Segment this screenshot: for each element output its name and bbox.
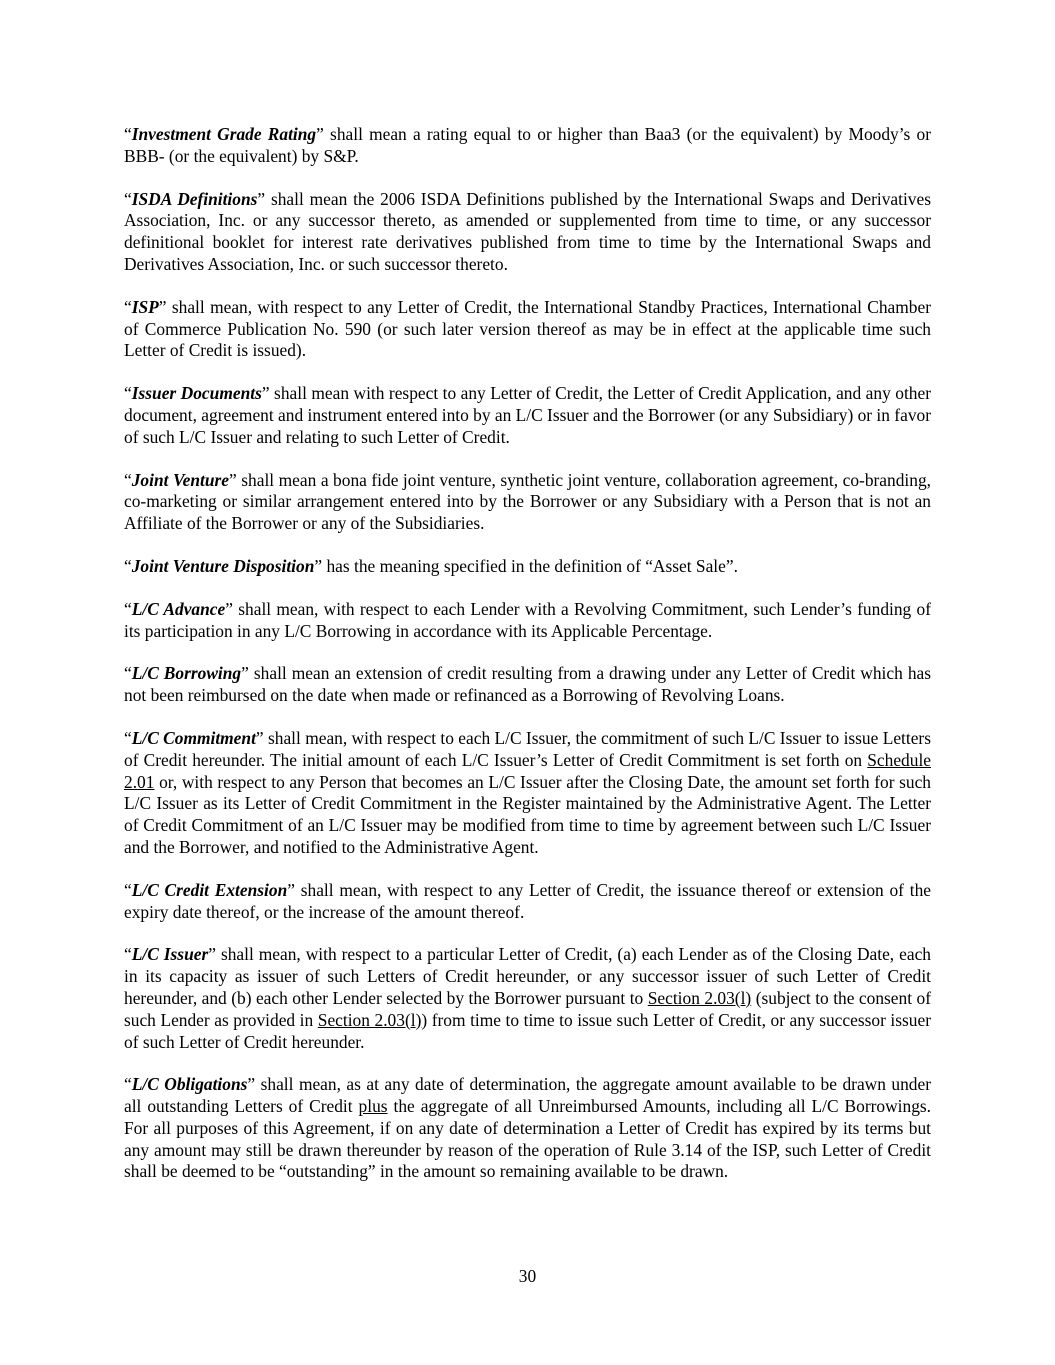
defined-term: L/C Borrowing <box>131 663 242 684</box>
section-2-03-l-reference: Section 2.03(l) <box>647 987 752 1008</box>
definition-joint-venture: “Joint Venture” shall mean a bona fide joint venture, synthetic joint venture, collaboration agreement, co-branding, co-marketing or similar arrangement entered into by the Borrower or any Subsidiary with a Person that is not an Affiliate of the Borrower or any of the Subsidiaries. <box>124 469 931 534</box>
page-number: 30 <box>518 1266 537 1286</box>
definition-text: shall mean, with respect to any Letter of Credit, the issuance thereof or extension of the expiry date thereof, or the increase of the amount thereof. <box>124 879 931 922</box>
definition-text: has the meaning specified in the definition of “Asset Sale”. <box>322 555 738 576</box>
definition-isp: “ISP” shall mean, with respect to any Letter of Credit, the International Standby Practices, International Chamber of Commerce Publication No. 590 (or such later version thereof as may be in effect at the applicable time such Letter of Credit is issued). <box>124 296 931 361</box>
definition-text: shall mean, as at any date of determination, the aggregate amount available to be drawn under all outstanding Letters of Credit <box>124 1074 931 1117</box>
definitions-body <box>124 124 931 1204</box>
definition-text: shall mean, with respect to each Lender with a Revolving Commitment, such Lender’s funding of its participation in any L/C Borrowing in accordance with its Applicable Percentage. <box>124 598 931 641</box>
defined-term: L/C Commitment <box>131 727 256 748</box>
definition-lc-credit-extension: “L/C Credit Extension” shall mean, with respect to any Letter of Credit, the issuance thereof or extension of the expiry date thereof, or the increase of the amount thereof. <box>124 879 931 922</box>
schedule-2-01-reference: Schedule 2.01 <box>124 749 931 792</box>
definition-joint-venture-disposition: “Joint Venture Disposition” has the meaning specified in the definition of “Asset Sale”. <box>124 555 738 576</box>
defined-term: Investment Grade Rating <box>131 124 317 144</box>
definition-text: shall mean a bona fide joint venture, synthetic joint venture, collaboration agreement, co-branding, co-marketing or similar arrangement entered into by the Borrower or any Subsidiary with a Person that is not an Affiliate of the Borrower or any of the Subsidiaries. <box>124 469 931 534</box>
definition-lc-obligations: “L/C Obligations” shall mean, as at any date of determination, the aggregate amount available to be drawn under all outstanding Letters of Credit plus the aggregate of all Unreimbursed Amounts, including all L/C Borrowings. For all purposes of this Agreement, if on any date of determination a Letter of Credit has expired by its terms but any amount may still be drawn thereunder by reason of the operation of Rule 3.14 of the ISP, such Letter of Credit shall be deemed to be “outstanding” in the amount so remaining available to be drawn. <box>124 1074 932 1182</box>
defined-term: Issuer Documents <box>131 383 262 404</box>
definition-text: shall mean with respect to any Letter of Credit, the Letter of Credit Application, and any other document, agreement and instrument entered into by an L/C Issuer and the Borrower (or any Subsidiary) or in favor of such L/C Issuer and relating to such Letter of Credit. <box>124 383 931 447</box>
definition-lc-advance: “L/C Advance” shall mean, with respect to each Lender with a Revolving Commitment, such Lender’s funding of its participation in any L/C Borrowing in accordance with its Applicable Percentage. <box>124 598 931 641</box>
defined-term: ISP <box>131 296 159 317</box>
definition-text: (subject to the consent of such Lender as provided in <box>124 987 932 1030</box>
definition-issuer-documents: “Issuer Documents” shall mean with respect to any Letter of Credit, the Letter of Credit Application, and any other document, agreement and instrument entered into by an L/C Issuer and the Borrower (or any Subsidiary) or in favor of such L/C Issuer and relating to such Letter of Credit. <box>124 383 931 447</box>
definition-lc-issuer: “L/C Issuer” shall mean, with respect to a particular Letter of Credit, (a) each Lender as of the Closing Date, each in its capacity as issuer of such Letters of Credit hereunder, or any successor issuer of such Letter of Credit hereunder, and (b) each other Lender selected by the Borrower pursuant to Section 2.03(l) (subject to the consent of such Lender as provided in Section 2.03(l)) from time to time to issue such Letter of Credit, or any successor issuer of such Letter of Credit hereunder. <box>124 944 932 1052</box>
definition-text: shall mean an extension of credit resulting from a drawing under any Letter of Credit which has not been reimbursed on the date when made or refinanced as a Borrowing of Revolving Loans. <box>124 663 932 706</box>
defined-term: L/C Advance <box>131 598 226 619</box>
definition-text: shall mean a rating equal to or higher than Baa3 (or the equivalent) by Moody’s or BBB- (or the equivalent) by S&P. <box>124 124 932 166</box>
defined-term: Joint Venture Disposition <box>131 555 315 576</box>
section-2-03-l-reference: Section 2.03(l) <box>317 1009 422 1030</box>
defined-term: Joint Venture <box>131 469 230 490</box>
definition-text: ) from time to time to issue such Letter of Credit, or any successor issuer of such Letter of Credit hereunder. <box>124 1009 931 1052</box>
definition-text: the aggregate of all Unreimbursed Amounts, including all L/C Borrowings. For all purposes of this Agreement, if on any date of determination a Letter of Credit has expired by its terms but any amount may still be drawn thereunder by reason of the operation of Rule 3.14 of the ISP, such Letter of Credit shall be deemed to be “outstanding” in the amount so remaining available to be drawn. <box>124 1096 932 1182</box>
definition-lc-commitment: “L/C Commitment” shall mean, with respect to each L/C Issuer, the commitment of such L/C Issuer to issue Letters of Credit hereunder. The initial amount of each L/C Issuer’s Letter of Credit Commitment is set forth on Schedule 2.01 or, with respect to any Person that becomes an L/C Issuer after the Closing Date, the amount set forth for such L/C Issuer as its Letter of Credit Commitment in the Register maintained by the Administrative Agent. The Letter of Credit Commitment of an L/C Issuer may be modified from time to time by agreement between such L/C Issuer and the Borrower, and notified to the Administrative Agent. <box>124 727 931 857</box>
definition-text: shall mean, with respect to a particular Letter of Credit, (a) each Lender as of the Closing Date, each in its capacity as issuer of such Letters of Credit hereunder, or any successor issuer of such Letter of Credit hereunder, and (b) each other Lender selected by the Borrower pursuant to <box>124 944 931 1008</box>
definition-text: shall mean, with respect to each L/C Issuer, the commitment of such L/C Issuer to issue Letters of Credit hereunder. The initial amount of each L/C Issuer’s Letter of Credit Commitment is set forth on <box>124 727 931 770</box>
definition-investment-grade-rating: “Investment Grade Rating” shall mean a rating equal to or higher than Baa3 (or the equivalent) by Moody’s or BBB- (or the equivalent) by S&P. <box>124 124 932 166</box>
defined-term: L/C Issuer <box>131 944 209 965</box>
definition-isda-definitions: “ISDA Definitions” shall mean the 2006 ISDA Definitions published by the International Swaps and Derivatives Association, Inc. or any successor thereto, as amended or supplemented from time to time, or any successor definitional booklet for interest rate derivatives published from time to time by the International Swaps and Derivatives Association, Inc. or such successor thereto. <box>124 188 931 274</box>
definition-text: or, with respect to any Person that becomes an L/C Issuer after the Closing Date, the amount set forth for such L/C Issuer as its Letter of Credit Commitment in the Register maintained by the Administrative Agent. The Letter of Credit Commitment of an L/C Issuer may be modified from time to time by agreement between such L/C Issuer and the Borrower, and notified to the Administrative Agent. <box>124 771 931 857</box>
defined-term: ISDA Definitions <box>131 188 258 209</box>
definition-text: shall mean, with respect to any Letter of Credit, the International Standby Practices, International Chamber of Commerce Publication No. 590 (or such later version thereof as may be in effect at the applicable time such Letter of Credit is issued). <box>124 296 931 361</box>
defined-term: L/C Credit Extension <box>131 879 288 900</box>
plus-emphasis: plus <box>358 1096 388 1117</box>
definition-lc-borrowing: “L/C Borrowing” shall mean an extension of credit resulting from a drawing under any Letter of Credit which has not been reimbursed on the date when made or refinanced as a Borrowing of Revolving Loans. <box>124 663 932 706</box>
definition-text: shall mean the 2006 ISDA Definitions published by the International Swaps and Derivatives Association, Inc. or any successor thereto, as amended or supplemented from time to time, or any successor definitional booklet for interest rate derivatives published from time to time by the International Swaps and Derivatives Association, Inc. or such successor thereto. <box>124 188 931 274</box>
defined-term: L/C Obligations <box>131 1074 248 1095</box>
